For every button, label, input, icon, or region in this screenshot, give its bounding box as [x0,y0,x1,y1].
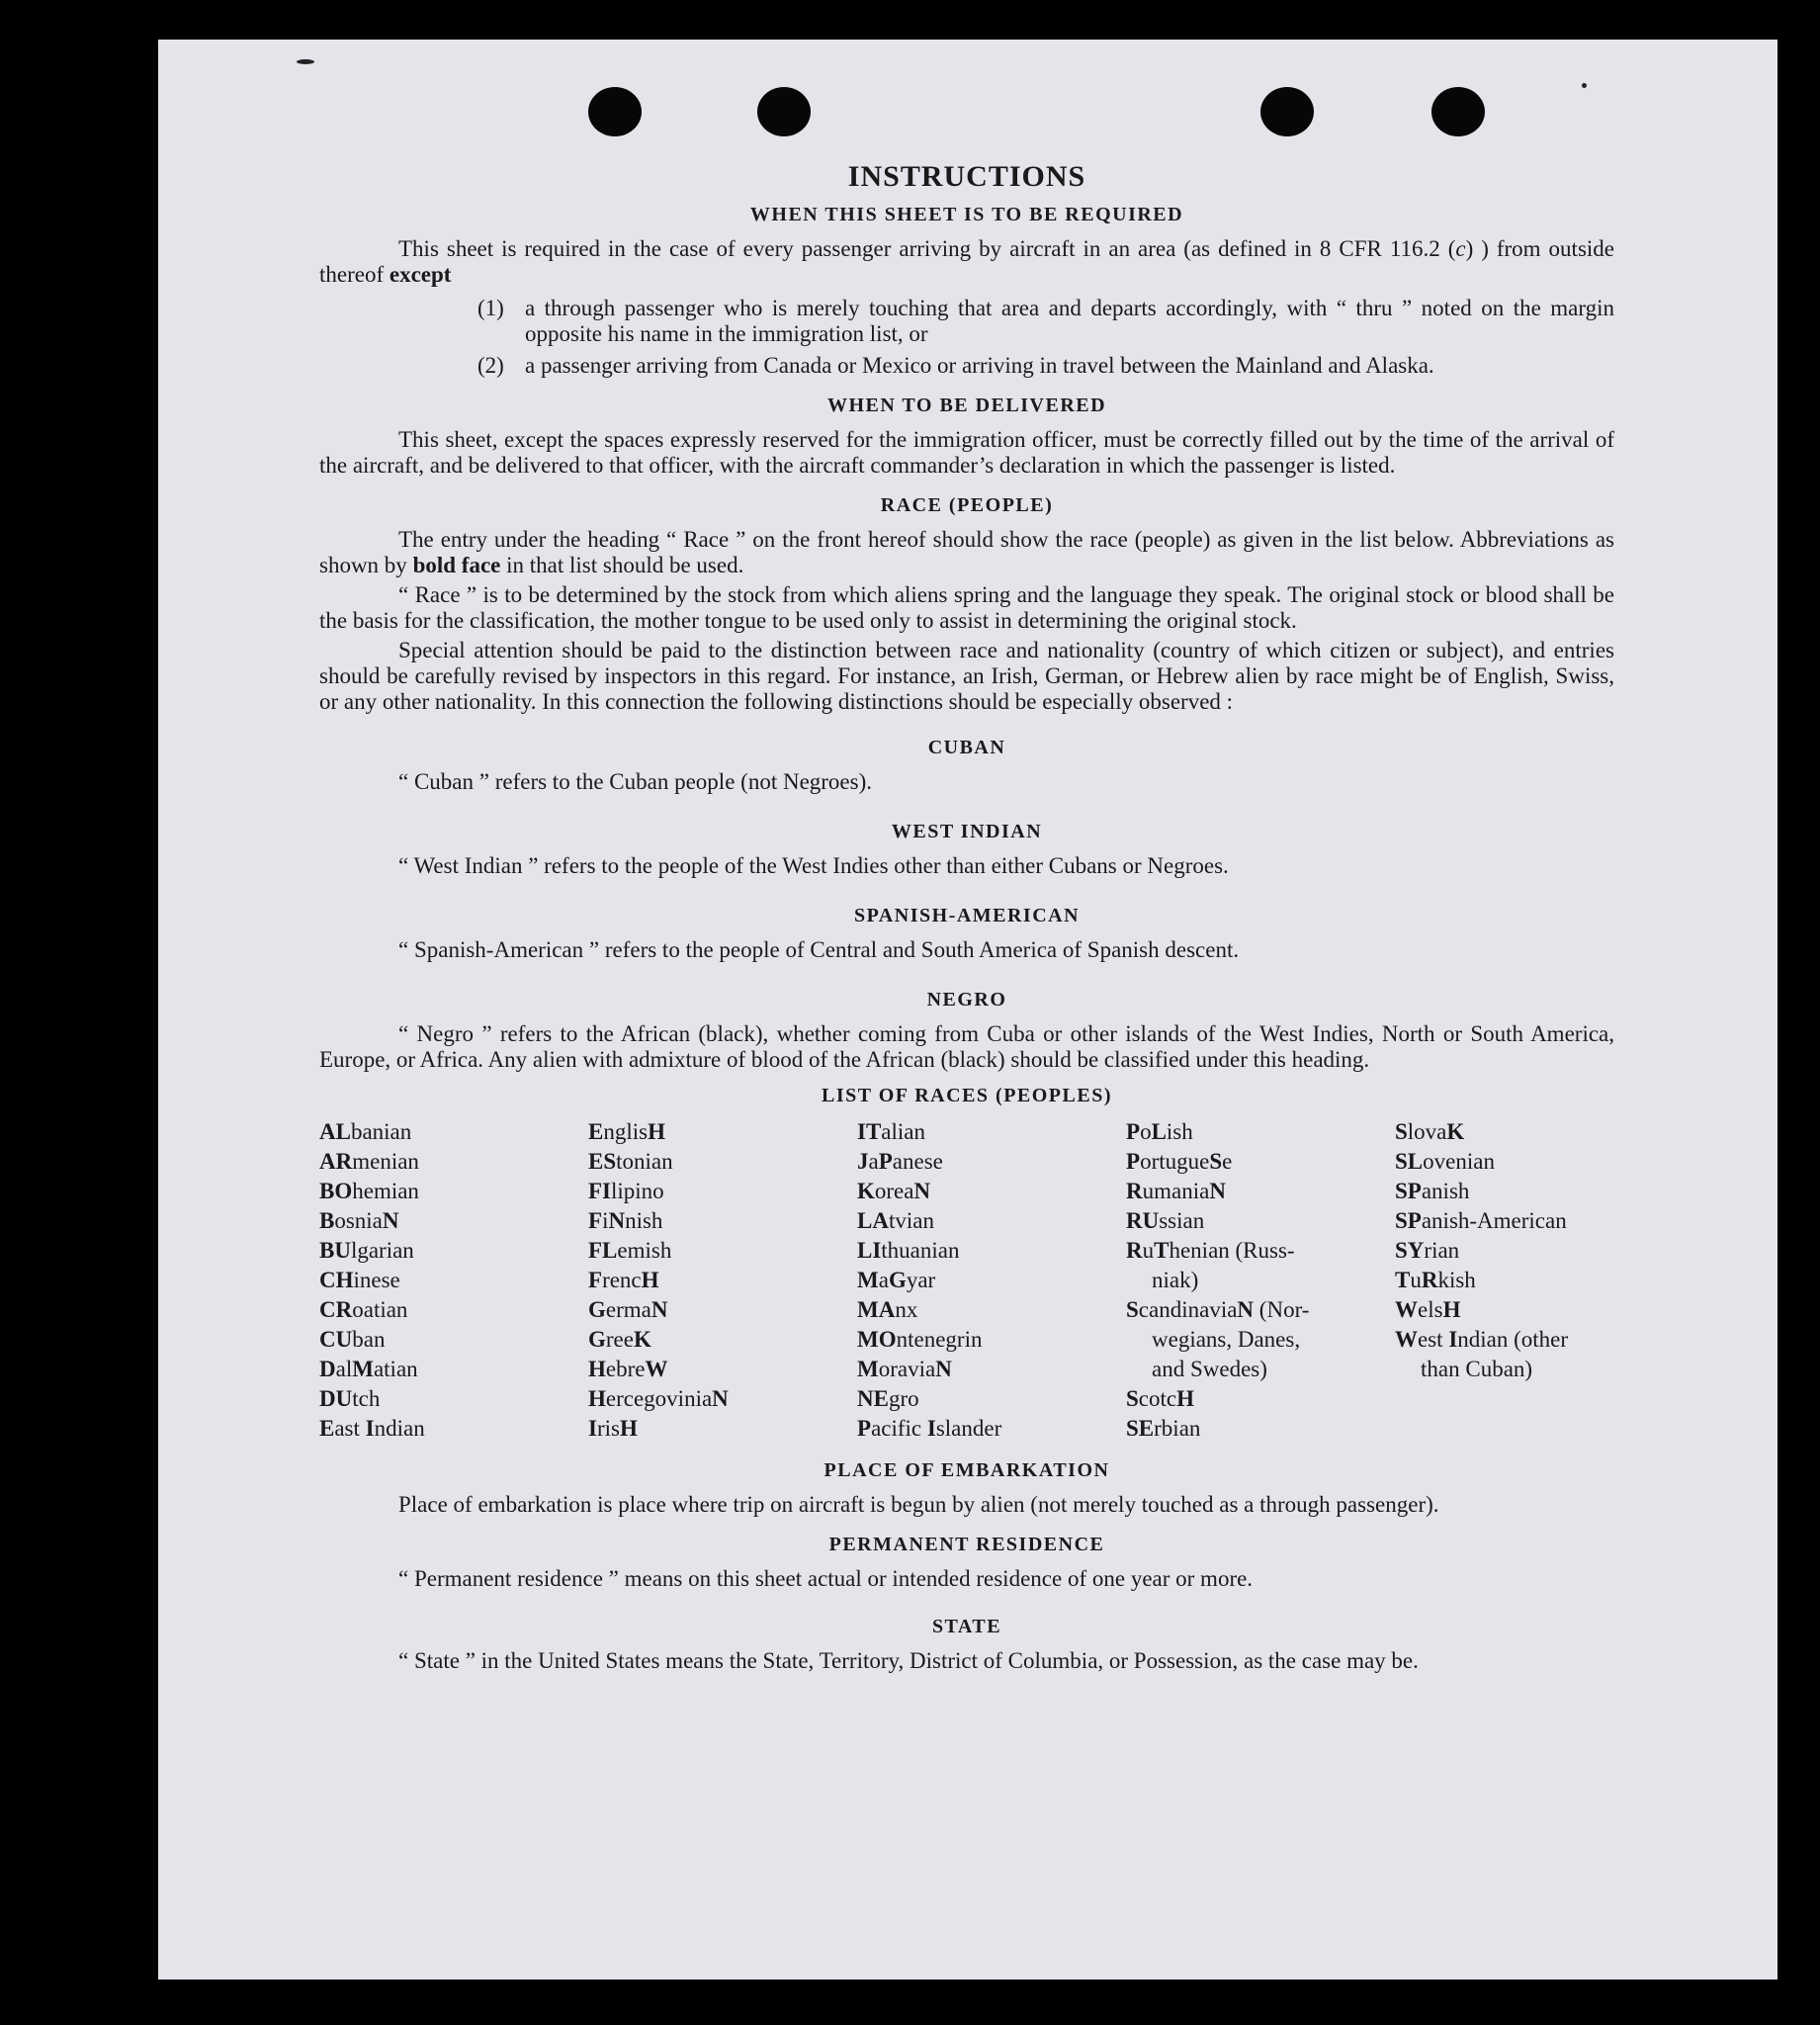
race-entry: BUlgarian [319,1238,414,1263]
race-entry: CRoatian [319,1297,408,1322]
race-entry: Pacific Islander [857,1416,1002,1441]
list-number: (1) [477,296,504,320]
list-number: (2) [477,353,504,378]
race-column [1126,1117,1395,1444]
race-entry: FIlipino [588,1179,664,1203]
heading-cuban: CUBAN [927,737,1006,758]
speck [1582,83,1587,88]
race-entry: SLovenian [1395,1149,1495,1174]
intro-text: This sheet is required in the case of every passenger arriving by aircraft in an area (as defined in 8 CFR 116.2 ( [398,236,1456,261]
race-entry: DUtch [319,1386,381,1411]
heading-west-indian: WEST INDIAN [891,821,1043,842]
heading-delivered: WHEN TO BE DELIVERED [826,395,1107,416]
race-entry: LIthuanian [857,1238,960,1263]
residence-text: “ Permanent residence ” means on this sheet actual or intended residence of one year or more. [398,1566,1254,1591]
race-entry: ITalian [857,1119,925,1144]
cuban-text: “ Cuban ” refers to the Cuban people (not Negroes). [398,769,873,794]
race-entry: ALbanian [319,1119,412,1144]
race-entry: CUban [319,1327,386,1352]
heading-required: WHEN THIS SHEET IS TO BE REQUIRED [749,204,1184,225]
race-column [319,1117,588,1444]
race-entry: wegians, Danes, [1152,1327,1301,1352]
intro-except: except [389,262,452,287]
heading-negro: NEGRO [926,989,1007,1011]
race-entry: RUssian [1126,1208,1205,1233]
list-text: a passenger arriving from Canada or Mexico or arriving in travel between the Mainland and Alaska. [525,353,1434,378]
heading-state: STATE [931,1616,1002,1637]
race-entry: than Cuban) [1421,1357,1533,1381]
race-entry: SPanish-American [1395,1208,1567,1233]
race-entry: CHinese [319,1268,400,1292]
race-entry: MoraviaN [857,1357,952,1381]
race-entry: FiNnish [588,1208,663,1233]
race-entry: NEgro [857,1386,919,1411]
race-entry: TuRkish [1395,1268,1476,1292]
page-title: INSTRUCTIONS [847,160,1086,193]
race-entry: and Swedes) [1152,1357,1267,1381]
race-entry: SPanish [1395,1179,1470,1203]
race-paragraph-2: “ Race ” is to be determined by the stock from which aliens spring and the language they speak. The original stock or blood shall be the basis for the classification, the mother tongue to be used only to assist in determining the original stock. [319,582,1614,633]
race-entry: BosniaN [319,1208,399,1233]
race-entry: EStonian [588,1149,673,1174]
heading-list-of-races: LIST OF RACES (PEOPLES) [821,1085,1112,1106]
race-entry: SlovaK [1395,1119,1465,1144]
race-entry: MOntenegrin [857,1327,983,1352]
race-entry: SErbian [1126,1416,1201,1441]
race-entry: SYrian [1395,1238,1460,1263]
race-entry: ScotcH [1126,1386,1194,1411]
required-intro [319,236,1614,288]
race-column [588,1117,857,1444]
race-text: The entry under the heading “ Race ” on the front hereof should show the race (people) as given in the list below. Abbreviations as shown by [319,527,1614,577]
punch-hole [1431,87,1485,136]
race-column [1395,1117,1614,1444]
speck [297,59,314,64]
punch-hole [588,87,642,136]
negro-text: “ Negro ” refers to the African (black), whether coming from Cuba or other islands of the West Indies, North or South America, Europe, or Africa. Any alien with admixture of blood of the African (black) should be classified under this heading. [319,1021,1614,1072]
race-entry: East Indian [319,1416,425,1441]
race-entry: HercegoviniaN [588,1386,729,1411]
heading-residence: PERMANENT RESIDENCE [828,1534,1105,1555]
intro-italic: c [1455,236,1466,261]
races-table [319,1117,1614,1444]
list-item [477,353,1614,379]
punch-hole [1260,87,1314,136]
race-entry: ScandinaviaN (Nor- [1126,1297,1310,1322]
race-column [857,1117,1126,1444]
race-entry: LAtvian [857,1208,934,1233]
race-entry: GreeK [588,1327,651,1352]
west-indian-text: “ West Indian ” refers to the people of the West Indies other than either Cubans or Negroes. [398,853,1229,878]
race-entry: West Indian (other [1395,1327,1569,1352]
race-entry: HebreW [588,1357,668,1381]
heading-race: RACE (PEOPLE) [880,494,1054,516]
race-text: in that list should be used. [500,553,744,577]
list-item [477,296,1614,347]
race-entry: WelsH [1395,1297,1461,1322]
race-entry: ARmenian [319,1149,419,1174]
race-entry: IrisH [588,1416,638,1441]
race-entry: niak) [1152,1268,1199,1292]
race-entry: FLemish [588,1238,672,1263]
heading-embarkation: PLACE OF EMBARKATION [823,1459,1110,1481]
heading-spanish-american: SPANISH-AMERICAN [853,905,1081,926]
race-entry: EnglisH [588,1119,665,1144]
exception-list [477,296,1614,379]
race-entry: MaGyar [857,1268,936,1292]
race-entry: MAnx [857,1297,918,1322]
embarkation-text: Place of embarkation is place where trip on aircraft is begun by alien (not merely touched as a through passenger). [398,1492,1439,1517]
list-text: a through passenger who is merely touching that area and departs accordingly, with “ thru ” noted on the margin opposite his name in the immigration list, or [525,296,1614,346]
document-page [158,40,1777,1980]
race-paragraph-1 [319,527,1614,578]
race-entry: JaPanese [857,1149,943,1174]
delivered-text: This sheet, except the spaces expressly reserved for the immigration officer, must be correctly filled out by the time of the arrival of the aircraft, and be delivered to that officer, with the aircraft commander’s declaration in which the passenger is listed. [319,427,1614,478]
race-entry: BOhemian [319,1179,419,1203]
race-entry: KoreaN [857,1179,931,1203]
race-entry: PoLish [1126,1119,1193,1144]
race-entry: FrencH [588,1268,659,1292]
race-entry: PortugueSe [1126,1149,1233,1174]
race-entry: GermaN [588,1297,668,1322]
punch-hole [757,87,811,136]
race-entry: RuThenian (Russ- [1126,1238,1295,1263]
race-entry: DalMatian [319,1357,418,1381]
state-text: “ State ” in the United States means the State, Territory, District of Columbia, or Possession, as the case may be. [398,1648,1419,1673]
spanish-american-text: “ Spanish-American ” refers to the people of Central and South America of Spanish descent. [398,937,1240,962]
race-entry: RumaniaN [1126,1179,1226,1203]
intro-text: ) ) from outside thereof [319,236,1614,287]
instructions-content [319,160,1614,1674]
race-bold: bold face [412,553,501,577]
race-paragraph-3: Special attention should be paid to the distinction between race and nationality (country of which citizen or subject), and entries should be carefully revised by inspectors in this regard. For instance, an Irish, German, or Hebrew alien by race might be of English, Swiss, or any other nationality. In this connection the following distinctions should be especially observed : [319,638,1614,714]
